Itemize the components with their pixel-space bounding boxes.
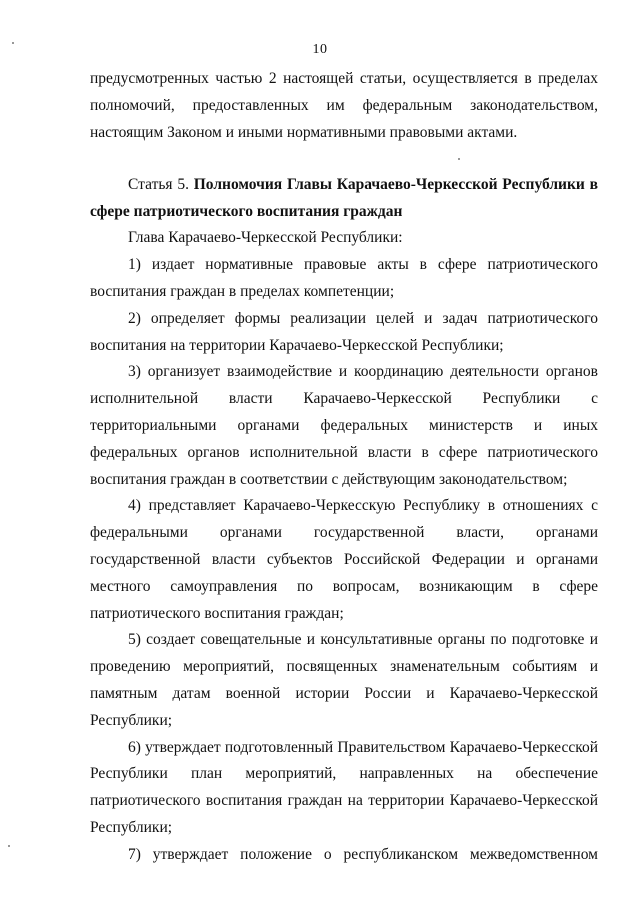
list-item: 3) организует взаимодействие и координацию деятельности органов исполнительной власти Карачаево-Черкесской Республики с территориальными органами федеральных министерств и иных федеральных органов исполнительной власти в сфере патриотического воспитания граждан в соответствии с действующим законодательством; xyxy=(90,363,598,488)
list-item: 7) утверждает положение о республиканском межведомственном xyxy=(128,845,598,863)
list-item: 1) издает нормативные правовые акты в сфере патриотического воспитания граждан в пределах компетенции; xyxy=(90,256,598,300)
article-prefix: Статья 5. xyxy=(128,176,194,194)
list-item: 6) утверждает подготовленный Правительством Карачаево-Черкесской Республики план мероприятий, направленных на обеспечение патриотического воспитания граждан на территории Карачаево-Черкесской Республики; xyxy=(90,738,598,836)
list-item: 4) представляет Карачаево-Черкесскую Республику в отношениях с федеральными органами государственной власти, органами государственной власти субъектов Российской Федерации и органами местного самоуправления по вопросам, возникающим в сфере патриотического воспитания граждан; xyxy=(90,497,598,622)
list-item: 5) создает совещательные и консультативные органы по подготовке и проведению мероприятий, посвященных знаменательным событиям и памятным датам военной истории России и Карачаево-Черкесской Республики; xyxy=(90,631,598,729)
list-item: 2) определяет формы реализации целей и задач патриотического воспитания на территории Карачаево-Черкесской Республики; xyxy=(90,309,598,354)
article-heading xyxy=(90,171,598,225)
page-number: 10 xyxy=(312,42,328,57)
document-body xyxy=(90,66,598,869)
article-lead: Глава Карачаево-Черкесской Республики: xyxy=(128,229,403,247)
article-title: Полномочия Главы Карачаево-Черкесской Республики в сфере патриотического воспитания граждан xyxy=(90,176,598,221)
spacer xyxy=(90,146,598,171)
intro-paragraph: предусмотренных частью 2 настоящей статьи, осуществляется в пределах полномочий, предоставленных им федеральным законодательством, настоящим Законом и иными нормативными правовыми актами. xyxy=(90,70,598,141)
scan-speck xyxy=(8,845,10,847)
scan-speck xyxy=(12,42,14,44)
